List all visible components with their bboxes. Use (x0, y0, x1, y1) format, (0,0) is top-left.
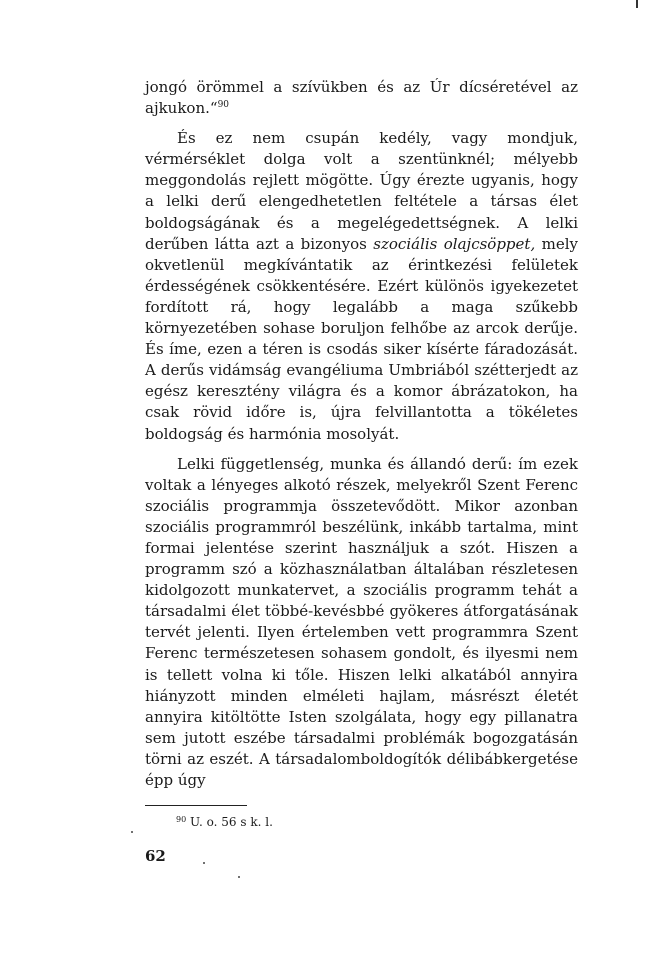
paragraph-2-text-b: mely okvetlenül megkívántatik az érintkezési felületek érdességének csökkentésére. Ezért különös igyekezetet fordított rá, hogy legalább a maga szűkebb környezetében sohase boruljon felhőbe az arcok derűje. És íme, ezen a téren is csodás siker kísérte fáradozását. A derűs vidámság evangéliuma Umbriából szétterjedt az egész keresztény világra és a komor ábrázatokon, ha csak rövid időre is, újra felvillantotta a tökéletes boldogság és harmónia mosolyát. (145, 234, 579, 443)
paragraph-2-emphasis: szociális olajcsöppet, (373, 234, 536, 253)
paragraph-1 (145, 77, 578, 119)
footnote-number: 90 (176, 815, 187, 824)
scan-corner-mark (636, 0, 638, 8)
scan-speck (238, 876, 240, 878)
body-text (145, 77, 578, 791)
page-number: 62 (145, 847, 166, 865)
footnote (176, 814, 273, 830)
paragraph-3 (145, 454, 578, 792)
paragraph-2-text-a: És ez nem csupán kedély, vagy mondjuk, vérmérséklet dolga volt a szentünknél; mélyebb meggondolás rejlett mögötte. Úgy érezte ugyanis, hogy a lelki derű elengedhetetlen feltétele a társas élet boldogságának és a megelégedettségnek. A lelki derűben látta azt a bizonyos (145, 129, 578, 253)
paragraph-1-text: jongó örömmel a szívükben és az Úr dícséretével az ajkukon.“ (145, 78, 578, 118)
footnote-text: U. o. 56 s k. l. (186, 815, 273, 829)
footnote-separator (145, 805, 247, 806)
paragraph-2 (145, 128, 578, 444)
scan-speck (203, 862, 205, 864)
scan-speck (131, 831, 133, 833)
paragraph-3-text: Lelki függetlenség, munka és állandó derű: ím ezek voltak a lényeges alkotó részek, melyekről Szent Ferenc szociális programmja összetevődött. Mikor azonban szociális programmról beszélünk, inkább tartalma, mint formai jelentése szerint használjuk a szót. Hiszen a programm szó a közhasználatban általában részletesen kidolgozott munkatervet, a szociális programm tehát a társadalmi élet többé-kevésbbé gyökeres átforgatásának tervét jelenti. Ilyen értelemben vett programmra Szent Ferenc természetesen sohasem gondolt, és ilyesmi nem is tellett volna ki tőle. Hiszen lelki alkatából annyira hiányzott minden elméleti hajlam, másrészt életét annyira kitöltötte Isten szolgálata, hogy egy pillanatra sem jutott eszébe társadalmi problémák bogozgatásán törni az eszét. A társadalomboldogítók délibábkergetése épp úgy (145, 454, 578, 789)
footnote-ref-90: 90 (217, 100, 230, 111)
